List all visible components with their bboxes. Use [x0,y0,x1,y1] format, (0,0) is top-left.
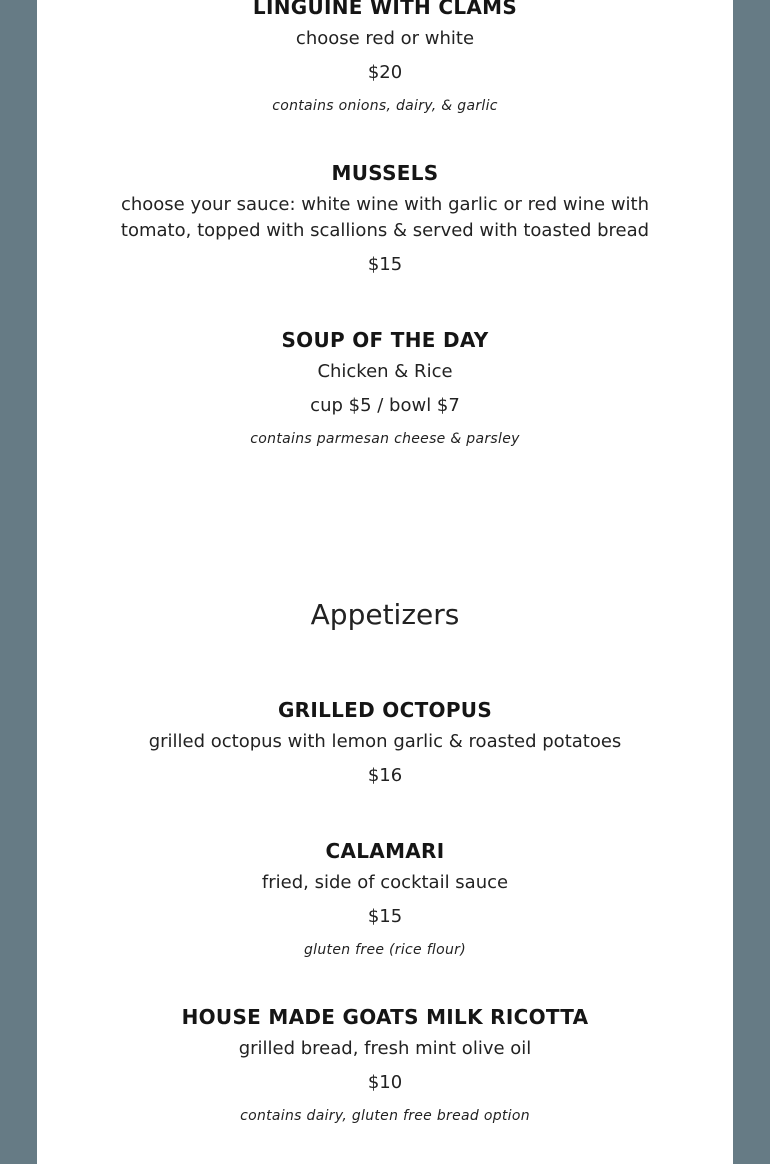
menu-item-mussels [37,160,733,277]
menu-item-note: contains parmesan cheese & parsley [250,431,520,447]
menu-item-price: $10 [367,1072,403,1093]
menu-item-price: $16 [367,765,403,786]
menu-item-name: LINGUINE WITH CLAMS [252,0,518,19]
menu-item-description: grilled octopus with lemon garlic & roasted potatoes [148,731,622,752]
menu-item-description: Chicken & Rice [317,361,453,382]
menu-item-price: $20 [367,62,403,83]
menu-item-price: $15 [367,254,403,275]
menu-item-price: cup $5 / bowl $7 [310,395,460,416]
menu-item-note: gluten free (rice flour) [304,942,466,958]
menu-item-name: HOUSE MADE GOATS MILK RICOTTA [181,1005,589,1029]
menu-item-note: contains dairy, gluten free bread option [240,1108,530,1124]
menu-item-description: fried, side of cocktail sauce [261,872,509,893]
menu-item-description: choose your sauce: white wine with garlic or red wine with tomato, topped with scallions & served with toasted bread [120,194,650,241]
section-title-appetizers: Appetizers [310,598,460,631]
menu-panel [37,0,733,1164]
menu-item-name: SOUP OF THE DAY [281,328,489,352]
menu-item-description: grilled bread, fresh mint olive oil [238,1038,532,1059]
menu-item-linguine [37,0,733,116]
menu-item-note: contains onions, dairy, & garlic [272,98,498,114]
menu-item-price: $15 [367,906,403,927]
menu-item-soup [37,327,733,449]
menu-item-name: GRILLED OCTOPUS [277,698,493,722]
menu-item-description: choose red or white [295,28,475,49]
menu-item-name: MUSSELS [331,161,439,185]
menu-item-grilled-octopus [37,697,733,788]
menu-item-ricotta [37,1004,733,1126]
menu-item-calamari [37,838,733,960]
menu-item-name: CALAMARI [325,839,445,863]
